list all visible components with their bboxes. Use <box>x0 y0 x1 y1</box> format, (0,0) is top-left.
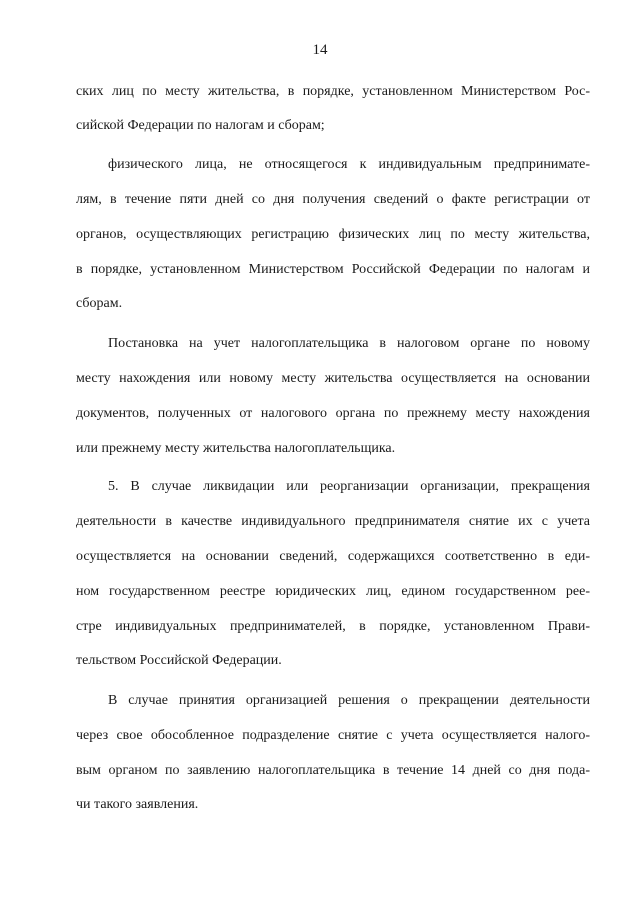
text-line: осуществляется на основании сведений, содержащихся соответственно в еди- <box>76 549 590 564</box>
text-line: 5. В случае ликвидации или реорганизации организации, прекращения <box>108 479 590 494</box>
text-line: органов, осуществляющих регистрацию физических лиц по месту жительства, <box>76 227 590 242</box>
text-line: чи такого заявления. <box>76 797 199 812</box>
text-line: деятельности в качестве индивидуального предпринимателя снятие их с учета <box>76 514 590 529</box>
text-line: лям, в течение пяти дней со дня получения сведений о факте регистрации от <box>76 192 590 207</box>
text-line: или прежнему месту жительства налогоплательщика. <box>76 441 396 456</box>
text-line: месту нахождения или новому месту жительства осуществляется на основании <box>76 371 590 386</box>
text-line: в порядке, установленном Министерством Российской Федерации по налогам и <box>76 262 590 277</box>
text-line: стре индивидуальных предпринимателей, в порядке, установленном Прави- <box>76 619 590 634</box>
text-line: ном государственном реестре юридических лиц, едином государственном рее- <box>76 584 590 599</box>
text-line: сийской Федерации по налогам и сборам; <box>76 118 325 133</box>
page-number: 14 <box>312 42 328 58</box>
text-line: сборам. <box>76 296 123 311</box>
text-line: документов, полученных от налогового органа по прежнему месту нахождения <box>76 406 590 421</box>
text-line: ских лиц по месту жительства, в порядке, установленном Министерством Рос- <box>76 84 590 99</box>
text-line: через свое обособленное подразделение снятие с учета осуществляется налого- <box>76 728 590 743</box>
text-line: В случае принятия организацией решения о прекращении деятельности <box>108 693 590 708</box>
text-line: Постановка на учет налогоплательщика в налоговом органе по новому <box>108 336 590 351</box>
text-line: тельством Российской Федерации. <box>76 653 282 668</box>
text-line: вым органом по заявлению налогоплательщика в течение 14 дней со дня пода- <box>76 763 590 778</box>
text-line: физического лица, не относящегося к индивидуальным предпринимате- <box>108 157 590 172</box>
